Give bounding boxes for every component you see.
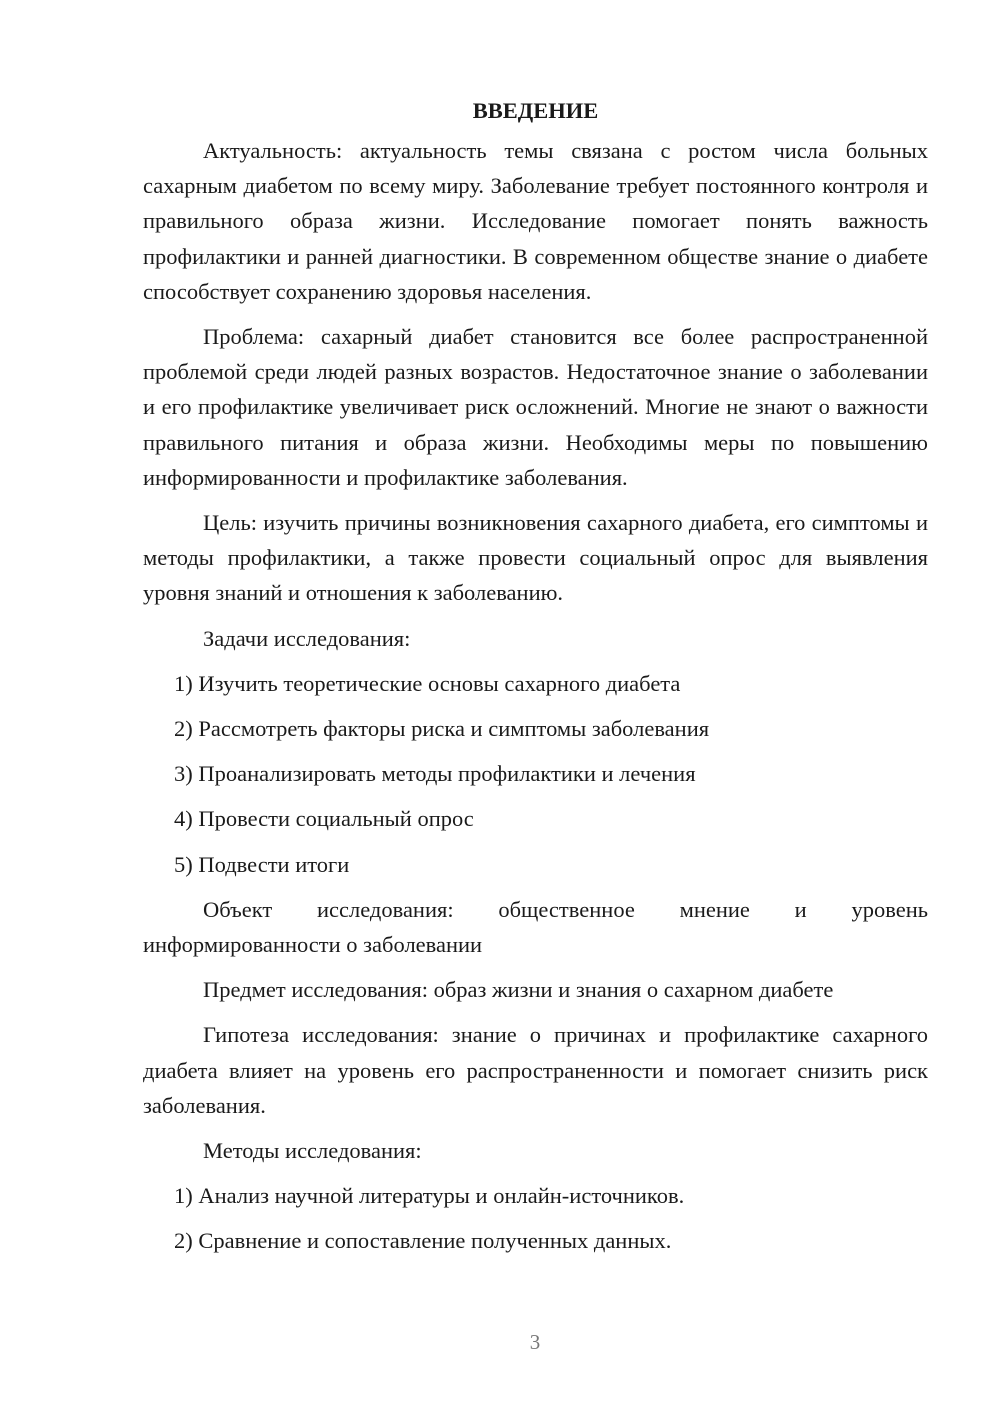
goal-paragraph: Цель: изучить причины возникновения сахарного диабета, его симптомы и методы профилактики, а также провести социальный опрос для выявления уровня знаний и отношения к заболеванию. — [143, 510, 928, 606]
method-item: 2) Сравнение и сопоставление полученных данных. — [174, 1228, 672, 1254]
hypothesis-paragraph: Гипотеза исследования: знание о причинах и профилактике сахарного диабета влияет на уровень его распространенности и помогает снизить риск заболевания. — [143, 1022, 928, 1118]
page-number: 3 — [529, 1330, 541, 1354]
task-item: 1) Изучить теоретические основы сахарного диабета — [174, 670, 681, 696]
methods-list — [143, 1178, 928, 1258]
task-item: 3) Проанализировать методы профилактики и лечения — [174, 761, 696, 787]
tasks-list — [143, 666, 928, 882]
method-item: 1) Анализ научной литературы и онлайн-источников. — [174, 1183, 685, 1209]
methods-title: Методы исследования: — [203, 1138, 422, 1164]
problem-paragraph: Проблема: сахарный диабет становится все более распространенной проблемой среди людей разных возрастов. Недостаточное знание о заболевании и его профилактике увеличивает риск осложнений. Многие не знают о важности правильного питания и образа жизни. Необходимы меры по повышению информированности и профилактике заболевания. — [143, 324, 928, 490]
document-page — [143, 92, 928, 1269]
task-item: 4) Провести социальный опрос — [174, 806, 474, 832]
object-paragraph: Объект исследования: общественное мнение и уровень информированности о заболевании — [143, 896, 928, 958]
task-item: 2) Рассмотреть факторы риска и симптомы заболевания — [174, 716, 710, 742]
subject-paragraph: Предмет исследования: образ жизни и знания о сахарном диабете — [203, 977, 834, 1003]
tasks-title: Задачи исследования: — [203, 625, 411, 651]
section-heading: ВВЕДЕНИЕ — [472, 98, 599, 123]
task-item: 5) Подвести итоги — [174, 851, 350, 877]
relevance-paragraph: Актуальность: актуальность темы связана с ростом числа больных сахарным диабетом по всему миру. Заболевание требует постоянного контроля и правильного образа жизни. Исследование помогает понять важность профилактики и ранней диагностики. В современном обществе знание о диабете способствует сохранению здоровья населения. — [143, 138, 928, 304]
